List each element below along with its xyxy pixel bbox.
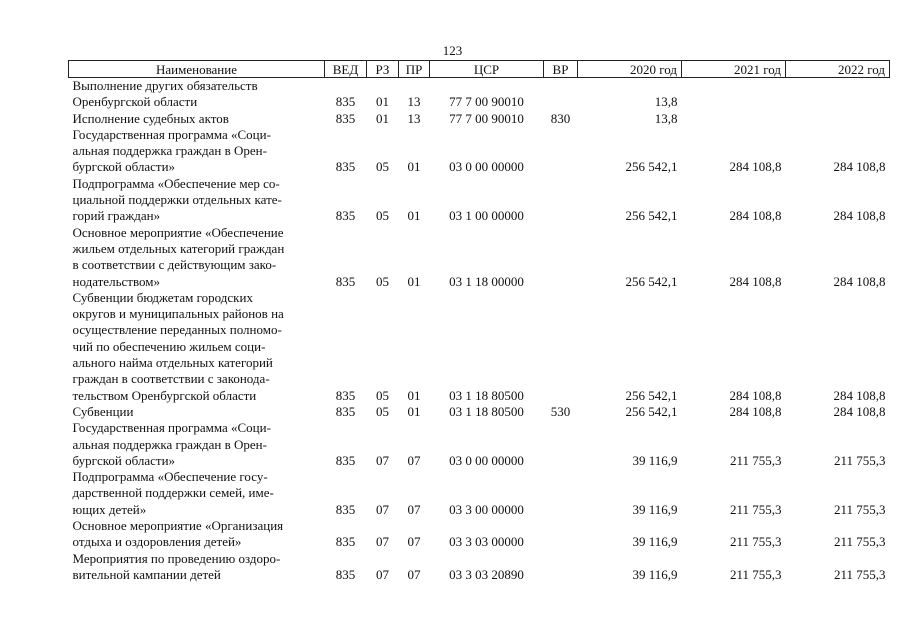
cell-pr: 01 bbox=[407, 208, 421, 224]
name-line: бургской области» bbox=[72, 452, 176, 468]
header-2020: 2020 год bbox=[578, 61, 682, 78]
name-line: Оренбургской области bbox=[72, 94, 198, 110]
name-line: тельством Оренбургской области bbox=[72, 387, 257, 403]
cell-2021: 284 108,8 bbox=[729, 159, 782, 175]
cell-2020: 13,8 bbox=[654, 94, 678, 110]
name-line: дарственной поддержки семей, име- bbox=[72, 485, 274, 501]
cell-2021: 211 755,3 bbox=[729, 566, 782, 582]
cell-ved: 835 bbox=[335, 94, 356, 110]
name-line: Субвенции бюджетам городских bbox=[72, 289, 253, 305]
cell-2022: 211 755,3 bbox=[833, 452, 886, 468]
header-2022: 2022 год bbox=[786, 61, 890, 78]
table-body bbox=[69, 78, 890, 584]
cell-pr: 07 bbox=[407, 566, 421, 582]
cell-rz: 01 bbox=[376, 110, 389, 126]
cell-ved: 835 bbox=[335, 452, 356, 468]
name-line: граждан в соответствии с законода- bbox=[72, 371, 270, 387]
cell-2020: 39 116,9 bbox=[632, 452, 678, 468]
cell-ved: 835 bbox=[335, 387, 356, 403]
cell-ved: 835 bbox=[335, 501, 356, 517]
cell-csr: 03 3 03 20890 bbox=[449, 566, 524, 582]
name-line: Государственная программа «Соци- bbox=[72, 126, 271, 142]
name-line: осуществление переданных полномо- bbox=[72, 322, 282, 338]
budget-table bbox=[68, 60, 890, 583]
cell-pr: 07 bbox=[407, 452, 421, 468]
cell-2022 bbox=[786, 78, 890, 111]
table-row bbox=[69, 404, 890, 420]
cell-vr bbox=[544, 78, 578, 111]
header-csr: ЦСР bbox=[430, 61, 544, 78]
table-header bbox=[69, 61, 890, 78]
cell-name bbox=[69, 551, 325, 584]
cell-pr: 01 bbox=[407, 159, 421, 175]
header-vr: ВР bbox=[544, 61, 578, 78]
cell-2020: 256 542,1 bbox=[625, 208, 678, 224]
cell-vr bbox=[544, 420, 578, 469]
table-row bbox=[69, 290, 890, 404]
name-line: альная поддержка граждан в Орен- bbox=[72, 143, 267, 159]
cell-csr: 03 3 03 00000 bbox=[449, 534, 524, 550]
cell-ved: 835 bbox=[335, 273, 356, 289]
table-row bbox=[69, 469, 890, 518]
table-row bbox=[69, 78, 890, 111]
cell-vr bbox=[544, 469, 578, 518]
cell-rz: 01 bbox=[376, 94, 389, 110]
cell-ved: 835 bbox=[335, 208, 356, 224]
cell-csr: 03 0 00 00000 bbox=[449, 452, 524, 468]
table-row bbox=[69, 176, 890, 225]
cell-csr: 77 7 00 90010 bbox=[449, 110, 524, 126]
cell-vr: 530 bbox=[550, 403, 571, 419]
name-line: чий по обеспечению жильем соци- bbox=[72, 338, 266, 354]
header-name: Наименование bbox=[69, 61, 325, 78]
cell-vr bbox=[544, 225, 578, 290]
table-row bbox=[69, 111, 890, 127]
cell-pr: 07 bbox=[407, 534, 421, 550]
cell-2022: 284 108,8 bbox=[833, 208, 886, 224]
cell-pr: 07 bbox=[407, 501, 421, 517]
table-row bbox=[69, 127, 890, 176]
cell-csr: 03 1 18 80500 bbox=[449, 387, 524, 403]
cell-vr: 830 bbox=[550, 110, 571, 126]
cell-rz: 05 bbox=[376, 208, 389, 224]
name-line: жильем отдельных категорий граждан bbox=[72, 240, 285, 256]
cell-rz: 05 bbox=[376, 387, 389, 403]
cell-name bbox=[69, 420, 325, 469]
cell-2022: 211 755,3 bbox=[833, 534, 886, 550]
cell-2022: 284 108,8 bbox=[833, 387, 886, 403]
name-line: Государственная программа «Соци- bbox=[72, 420, 271, 436]
name-line: Основное мероприятие «Обеспечение bbox=[72, 224, 284, 240]
cell-2021: 211 755,3 bbox=[729, 534, 782, 550]
name-line: округов и муниципальных районов на bbox=[72, 306, 284, 322]
cell-ved: 835 bbox=[335, 566, 356, 582]
name-line: в соответствии с действующим зако- bbox=[72, 257, 277, 273]
cell-2020: 39 116,9 bbox=[632, 501, 678, 517]
cell-2021: 284 108,8 bbox=[729, 387, 782, 403]
cell-2021 bbox=[682, 111, 786, 127]
name-line: горий граждан» bbox=[72, 208, 161, 224]
name-line: Основное мероприятие «Организация bbox=[72, 518, 284, 534]
cell-name bbox=[69, 127, 325, 176]
name-line: Исполнение судебных актов bbox=[72, 110, 229, 126]
cell-ved: 835 bbox=[335, 159, 356, 175]
cell-2021: 284 108,8 bbox=[729, 403, 782, 419]
table-row bbox=[69, 225, 890, 290]
name-line: бургской области» bbox=[72, 159, 176, 175]
page-number: 123 bbox=[442, 43, 463, 58]
name-line: альная поддержка граждан в Орен- bbox=[72, 436, 267, 452]
cell-2021: 284 108,8 bbox=[729, 273, 782, 289]
cell-csr: 03 3 00 00000 bbox=[449, 501, 524, 517]
name-line: ющих детей» bbox=[72, 501, 147, 517]
cell-vr bbox=[544, 551, 578, 584]
cell-rz: 05 bbox=[376, 403, 389, 419]
cell-2021: 211 755,3 bbox=[729, 452, 782, 468]
cell-2020: 39 116,9 bbox=[632, 534, 678, 550]
cell-vr bbox=[544, 290, 578, 404]
cell-2020: 256 542,1 bbox=[625, 403, 678, 419]
header-row bbox=[69, 61, 890, 78]
cell-name bbox=[69, 404, 325, 420]
cell-csr: 77 7 00 90010 bbox=[449, 94, 524, 110]
cell-ved: 835 bbox=[335, 534, 356, 550]
cell-2021: 211 755,3 bbox=[729, 501, 782, 517]
cell-2020: 256 542,1 bbox=[625, 159, 678, 175]
cell-2020: 256 542,1 bbox=[625, 387, 678, 403]
cell-csr: 03 1 18 00000 bbox=[449, 273, 524, 289]
cell-pr: 13 bbox=[407, 110, 421, 126]
cell-rz: 05 bbox=[376, 159, 389, 175]
cell-rz: 07 bbox=[376, 452, 389, 468]
cell-2022: 284 108,8 bbox=[833, 159, 886, 175]
name-line: отдыха и оздоровления детей» bbox=[72, 534, 242, 550]
cell-2022 bbox=[786, 111, 890, 127]
header-rz: РЗ bbox=[367, 61, 399, 78]
table-row bbox=[69, 518, 890, 551]
cell-name bbox=[69, 111, 325, 127]
header-ved: ВЕД bbox=[325, 61, 367, 78]
cell-2020: 256 542,1 bbox=[625, 273, 678, 289]
cell-name bbox=[69, 78, 325, 111]
cell-ved: 835 bbox=[335, 110, 356, 126]
header-pr: ПР bbox=[399, 61, 430, 78]
cell-name bbox=[69, 225, 325, 290]
cell-vr bbox=[544, 518, 578, 551]
cell-vr bbox=[544, 127, 578, 176]
cell-name bbox=[69, 176, 325, 225]
cell-2020: 39 116,9 bbox=[632, 566, 678, 582]
cell-name bbox=[69, 518, 325, 551]
name-line: ального найма отдельных категорий bbox=[72, 355, 273, 371]
cell-2022: 284 108,8 bbox=[833, 273, 886, 289]
cell-name bbox=[69, 290, 325, 404]
cell-pr: 01 bbox=[407, 387, 421, 403]
name-line: вительной кампании детей bbox=[72, 566, 221, 582]
name-line: Мероприятия по проведению оздоро- bbox=[72, 550, 281, 566]
cell-2020: 13,8 bbox=[654, 110, 678, 126]
cell-name bbox=[69, 469, 325, 518]
table-row bbox=[69, 551, 890, 584]
name-line: Субвенции bbox=[72, 403, 134, 419]
cell-rz: 07 bbox=[376, 501, 389, 517]
name-line: нодательством» bbox=[72, 273, 160, 289]
cell-2021 bbox=[682, 78, 786, 111]
cell-csr: 03 1 18 80500 bbox=[449, 403, 524, 419]
cell-2022: 211 755,3 bbox=[833, 566, 886, 582]
table-row bbox=[69, 420, 890, 469]
cell-ved: 835 bbox=[335, 403, 356, 419]
cell-rz: 05 bbox=[376, 273, 389, 289]
cell-2021: 284 108,8 bbox=[729, 208, 782, 224]
cell-pr: 13 bbox=[407, 94, 421, 110]
cell-pr: 01 bbox=[407, 403, 421, 419]
name-line: Выполнение других обязательств bbox=[72, 78, 258, 93]
cell-rz: 07 bbox=[376, 566, 389, 582]
cell-rz: 07 bbox=[376, 534, 389, 550]
cell-2022: 284 108,8 bbox=[833, 403, 886, 419]
cell-pr: 01 bbox=[407, 273, 421, 289]
header-2021: 2021 год bbox=[682, 61, 786, 78]
cell-vr bbox=[544, 176, 578, 225]
name-line: циальной поддержки отдельных кате- bbox=[72, 192, 282, 208]
name-line: Подпрограмма «Обеспечение мер со- bbox=[72, 175, 280, 191]
cell-csr: 03 1 00 00000 bbox=[449, 208, 524, 224]
cell-csr: 03 0 00 00000 bbox=[449, 159, 524, 175]
name-line: Подпрограмма «Обеспечение госу- bbox=[72, 469, 268, 485]
cell-2022: 211 755,3 bbox=[833, 501, 886, 517]
